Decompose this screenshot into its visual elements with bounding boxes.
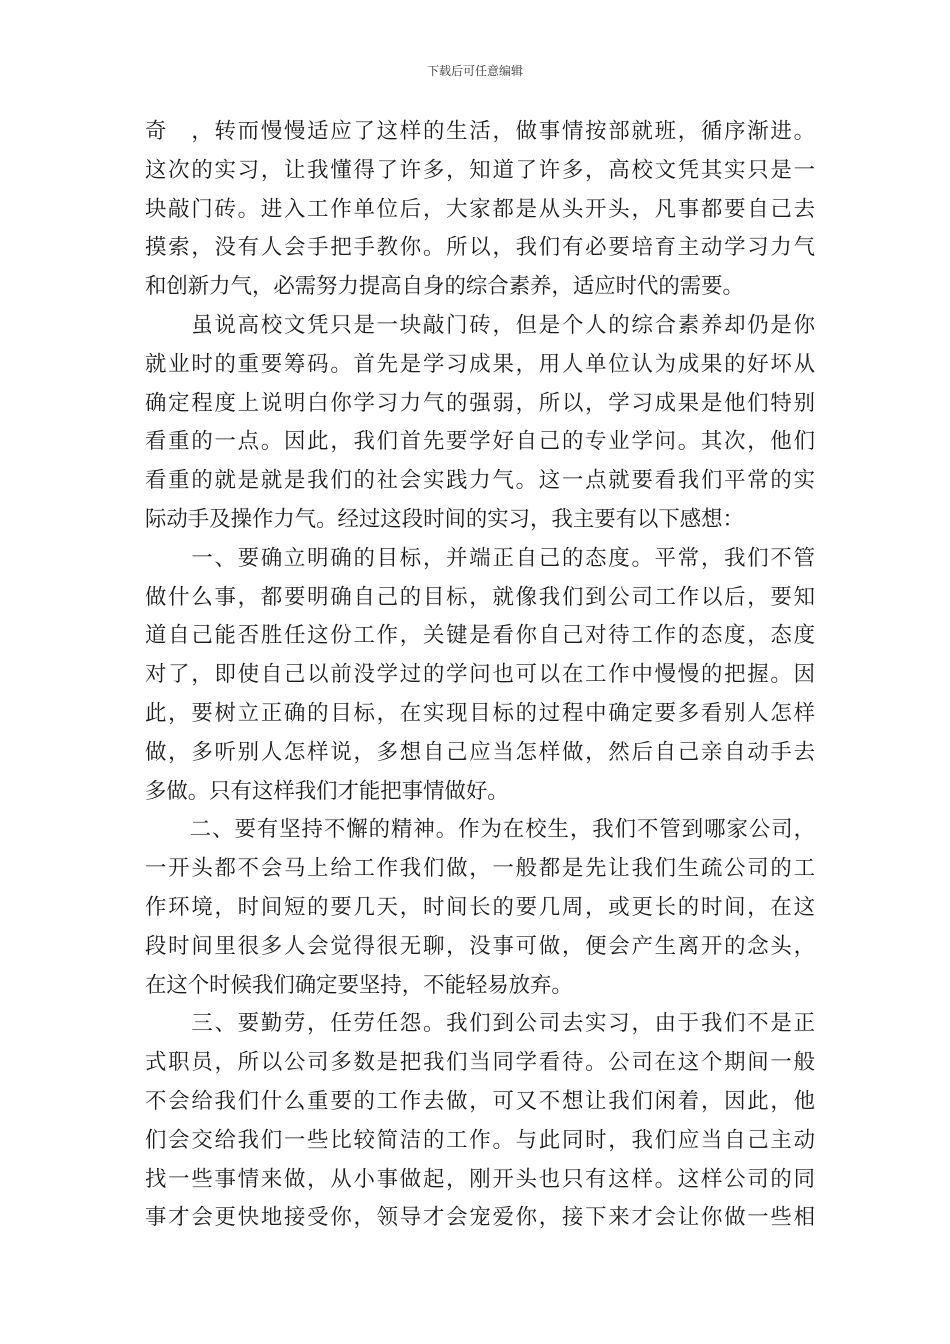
text-line: 看重的就是就是我们的社会实践力气。这一点就要看我们平常的实 [145, 468, 815, 494]
text-line: 多做。只有这样我们才能把事情做好。 [145, 778, 509, 804]
text-line: 不会给我们什么重要的工作去做，可又不想让我们闲着，因此，他 [145, 1088, 815, 1114]
text-line: 段时间里很多人会觉得很无聊，没事可做，便会产生离开的念头， [145, 933, 815, 959]
text-line: 做什么事，都要明确自己的目标，就像我们到公司工作以后，要知 [145, 584, 815, 610]
text-line: 在这个时候我们确定要坚持，不能轻易放弃。 [145, 972, 573, 998]
text-line: 和创新力气，必需努力提高自身的综合素养，适应时代的需要。 [145, 274, 744, 300]
text-line: 道自己能否胜任这份工作，关键是看你自己对待工作的态度，态度 [145, 623, 815, 649]
text-line: 们会交给我们一些比较简洁的工作。与此同时，我们应当自己主动 [145, 1127, 815, 1153]
text-line: 摸索，没有人会手把手教你。所以，我们有必要培育主动学习力气 [145, 235, 815, 261]
text-line: 一、要确立明确的目标，并端正自己的态度。平常，我们不管 [145, 545, 815, 571]
text-line: 做，多听别人怎样说，多想自己应当怎样做，然后自己亲自动手去 [145, 739, 815, 765]
text-line: 奇 ，转而慢慢适应了这样的生活，做事情按部就班，循序渐进。 [145, 119, 815, 144]
text-line: 确定程度上说明白你学习力气的强弱，所以，学习成果是他们特别 [145, 390, 815, 416]
text-line: 式职员，所以公司多数是把我们当同学看待。公司在这个期间一般 [145, 1050, 815, 1076]
text-line: 对了，即使自己以前没学过的学问也可以在工作中慢慢的把握。因 [145, 662, 815, 688]
text-line: 此，要树立正确的目标，在实现目标的过程中确定要多看别人怎样 [145, 700, 815, 726]
text-line: 作环境，时间短的要几天，时间长的要几周，或更长的时间，在这 [145, 894, 815, 920]
text-line: 块敲门砖。进入工作单位后，大家都是从头开头，凡事都要自己去 [145, 196, 815, 222]
text-line: 三、要勤劳，任劳任怨。我们到公司去实习，由于我们不是正 [145, 1011, 815, 1037]
page-header: 下载后可任意编辑 [426, 64, 523, 78]
document-body [145, 113, 815, 1238]
text-line: 这次的实习，让我懂得了许多，知道了许多，高校文凭其实只是一 [145, 157, 815, 183]
text-line: 事才会更快地接受你，领导才会宠爱你，接下来才会让你做一些相 [145, 1205, 815, 1231]
text-line: 虽说高校文凭只是一块敲门砖，但是个人的综合素养却仍是你 [145, 312, 815, 338]
text-line: 找一些事情来做，从小事做起，刚开头也只有这样。这样公司的同 [145, 1166, 815, 1192]
text-line: 看重的一点。因此，我们首先要学好自己的专业学问。其次，他们 [145, 429, 815, 455]
text-line: 二、要有坚持不懈的精神。作为在校生，我们不管到哪家公司， [145, 817, 815, 843]
text-line: 际动手及操作力气。经过这段时间的实习，我主要有以下感想： [145, 506, 744, 532]
text-line: 一开头都不会马上给工作我们做，一般都是先让我们生疏公司的工 [145, 856, 815, 882]
text-line: 就业时的重要筹码。首先是学习成果，用人单位认为成果的好坏从 [145, 351, 815, 377]
